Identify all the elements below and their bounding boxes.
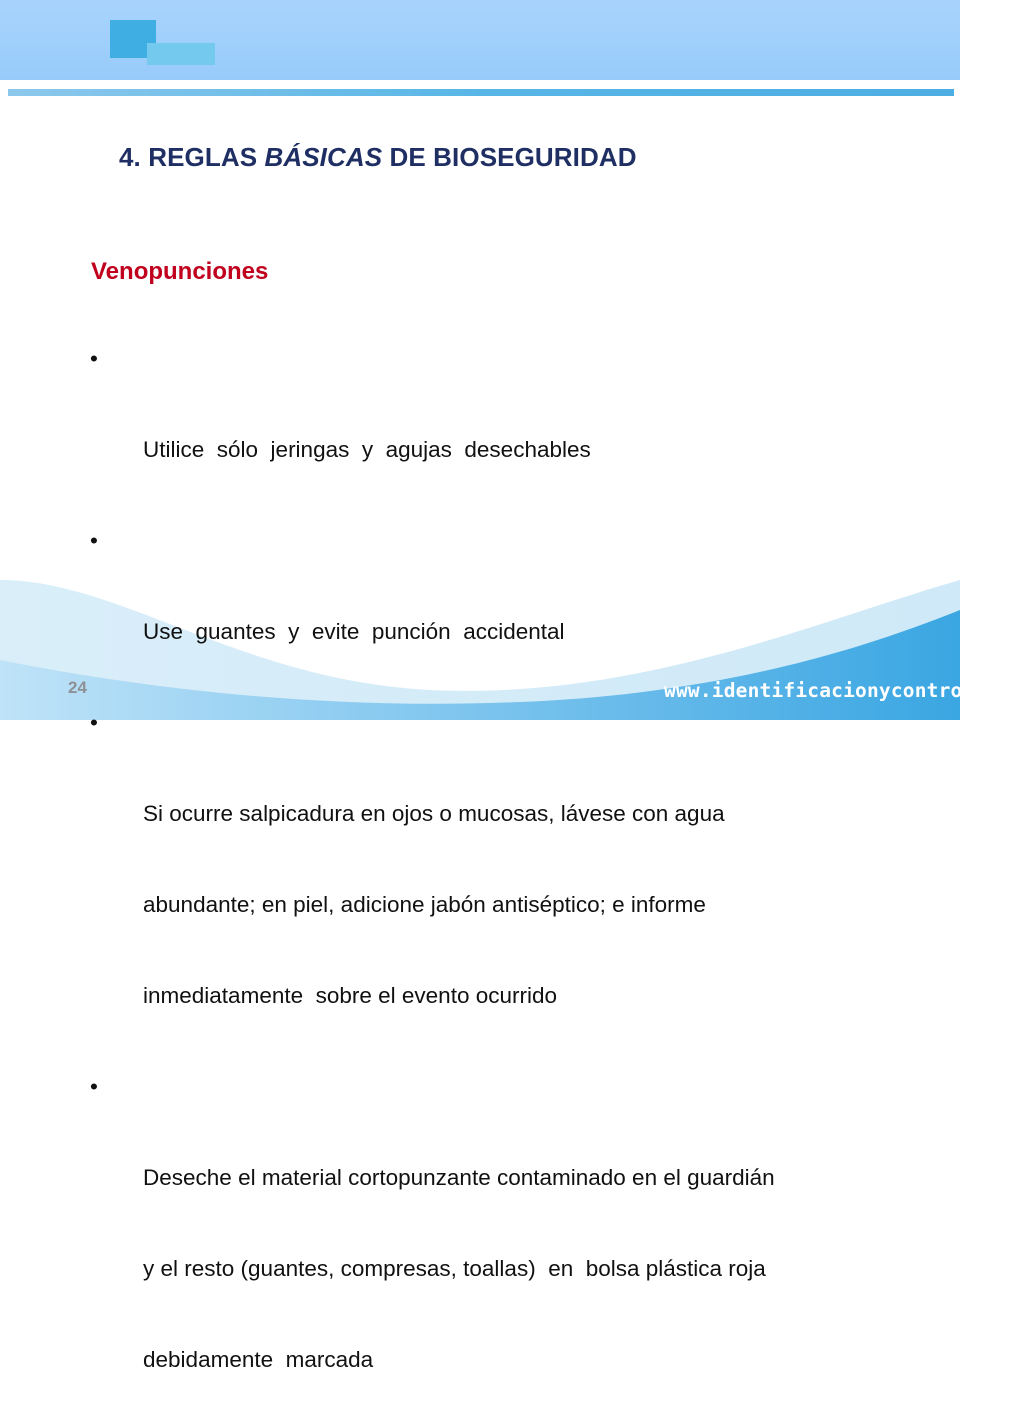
footer-url: www.identificacionycontrol.tk [664,679,1010,702]
bullet-line: inmediatamente sobre el evento ocurrido [143,983,558,1008]
bullet-item [90,336,950,518]
bullet-dot: • [90,1074,98,1099]
title-part-1: 4. REGLAS [119,142,265,172]
bullet-list [90,336,950,1428]
bullet-line: abundante; en piel, adicione jabón antiséptico; e informe [143,892,706,917]
bullet-line: debidamente marcada [143,1347,374,1372]
header-rule [8,89,954,96]
bullet-dot: • [90,710,98,735]
bullet-line: Use guantes y evite punción accidental [143,619,565,644]
title-emphasis: BÁSICAS [264,142,383,172]
page-number: 24 [68,678,87,697]
slide-title [119,142,637,173]
section-subtitle: Venopunciones [91,258,269,285]
bullet-line: y el resto (guantes, compresas, toallas) en bolsa plástica roja [143,1256,766,1281]
bullet-item [90,518,950,700]
bullet-dot: • [90,346,98,371]
bullet-item [90,1064,950,1428]
bullet-item [90,700,950,1064]
bullet-line: Utilice sólo jeringas y agujas desechables [143,437,591,462]
bullet-line: Deseche el material cortopunzante contaminado en el guardián [143,1165,775,1190]
title-part-2: DE BIOSEGURIDAD [382,142,637,172]
decorative-square-light [147,43,215,65]
bullet-line: Si ocurre salpicadura en ojos o mucosas, lávese con agua [143,801,725,826]
bullet-dot: • [90,528,98,553]
